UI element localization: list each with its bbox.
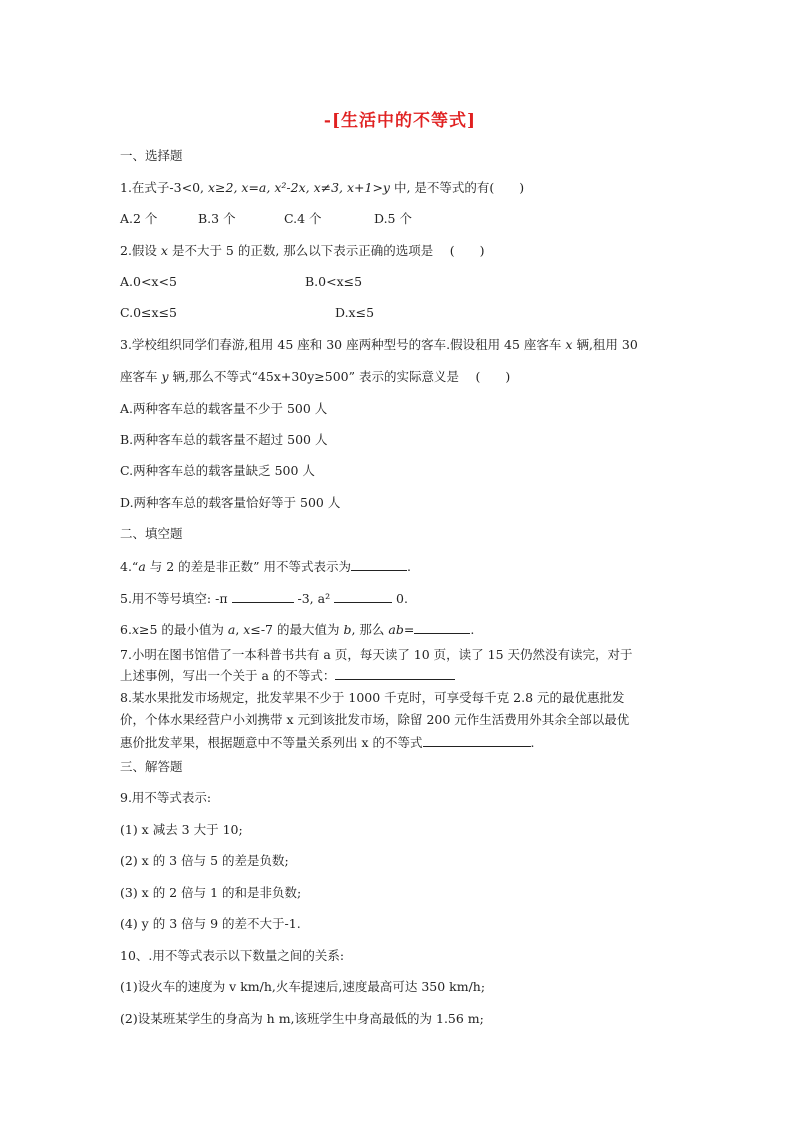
question-9-item-4: (4) y 的 3 倍与 9 的差不大于-1. bbox=[120, 916, 301, 931]
question-10-item-2: (2)设某班某学生的身高为 h m,该班学生中身高最低的为 1.56 m; bbox=[120, 1011, 484, 1026]
question-9-item-1: (1) x 减去 3 大于 10; bbox=[120, 822, 243, 837]
question-3-option-a: A.两种客车总的载客量不少于 500 人 bbox=[120, 401, 328, 416]
question-9-item-2: (2) x 的 3 倍与 5 的差是负数; bbox=[120, 853, 289, 868]
question-10-item-1: (1)设火车的速度为 v km/h,火车提速后,速度最高可达 350 km/h; bbox=[120, 979, 486, 994]
question-3-option-d: D.两种客车总的载客量恰好等于 500 人 bbox=[120, 495, 341, 510]
question-6: 6.x≥5 的最小值为 a, x≤-7 的最大值为 b, 那么 ab= . bbox=[120, 622, 475, 637]
question-5: 5.用不等号填空: -π -3, a² 0. bbox=[120, 591, 408, 606]
question-8-line-1: 8.某水果批发市场规定，批发苹果不少于 1000 千克时，可享受每千克 2.8 元的最优惠批发 bbox=[120, 690, 625, 705]
question-2-option-b: B.0<x≤5 bbox=[305, 274, 363, 289]
answer-blank bbox=[334, 590, 392, 603]
question-7-line-2: 上述事例，写出一个关于 a 的不等式： bbox=[120, 667, 455, 684]
question-3-stem-line-2: 座客车 y 辆,那么不等式“45x+30y≥500” 表示的实际意义是 ( ) bbox=[120, 369, 511, 384]
question-3-stem-line-1: 3.学校组织同学们春游,租用 45 座和 30 座两种型号的客车.假设租用 45 座客车 x 辆,租用 30 bbox=[120, 337, 638, 352]
answer-blank bbox=[414, 621, 470, 634]
question-2-stem: 2.假设 x 是不大于 5 的正数, 那么以下表示正确的选项是 ( ) bbox=[120, 243, 485, 258]
answer-blank bbox=[335, 667, 455, 680]
answer-blank bbox=[351, 558, 407, 571]
question-1-option-c: C.4 个 bbox=[284, 211, 322, 226]
question-1-option-b: B.3 个 bbox=[198, 211, 236, 226]
question-8-line-2: 价，个体水果经营户小刘携带 x 元到该批发市场，除留 200 元作生活费用外其余全部以最优 bbox=[120, 712, 630, 727]
question-1-stem: 1.在式子-3<0, x≥2, x=a, x²-2x, x≠3, x+1>y 中, 是不等式的有( ) bbox=[120, 180, 525, 195]
section-heading-fill: 二、填空题 bbox=[120, 526, 183, 541]
question-1-option-a: A.2 个 bbox=[120, 211, 158, 226]
question-4: 4.“a 与 2 的差是非正数” 用不等式表示为 . bbox=[120, 559, 412, 574]
question-7-line-1: 7.小明在图书馆借了一本科普书共有 a 页，每天读了 10 页，读了 15 天仍然没有读完，对于 bbox=[120, 647, 633, 662]
question-9-stem: 9.用不等式表示: bbox=[120, 790, 212, 805]
question-2-option-a: A.0<x<5 bbox=[120, 274, 177, 289]
question-1-option-d: D.5 个 bbox=[374, 211, 412, 226]
section-heading-choice: 一、选择题 bbox=[120, 148, 183, 163]
question-9-item-3: (3) x 的 2 倍与 1 的和是非负数; bbox=[120, 885, 302, 900]
page-title: -[生活中的不等式] bbox=[323, 111, 477, 131]
question-10-stem: 10、.用不等式表示以下数量之间的关系: bbox=[120, 948, 345, 963]
answer-blank bbox=[232, 590, 294, 603]
section-heading-solve: 三、解答题 bbox=[120, 759, 183, 774]
question-3-option-b: B.两种客车总的载客量不超过 500 人 bbox=[120, 432, 328, 447]
question-3-option-c: C.两种客车总的载客量缺乏 500 人 bbox=[120, 463, 315, 478]
question-2-option-c: C.0≤x≤5 bbox=[120, 305, 177, 320]
question-8-line-3: 惠价批发苹果，根据题意中不等量关系列出 x 的不等式 . bbox=[120, 735, 535, 750]
question-2-option-d: D.x≤5 bbox=[335, 305, 375, 320]
answer-blank bbox=[423, 734, 531, 747]
